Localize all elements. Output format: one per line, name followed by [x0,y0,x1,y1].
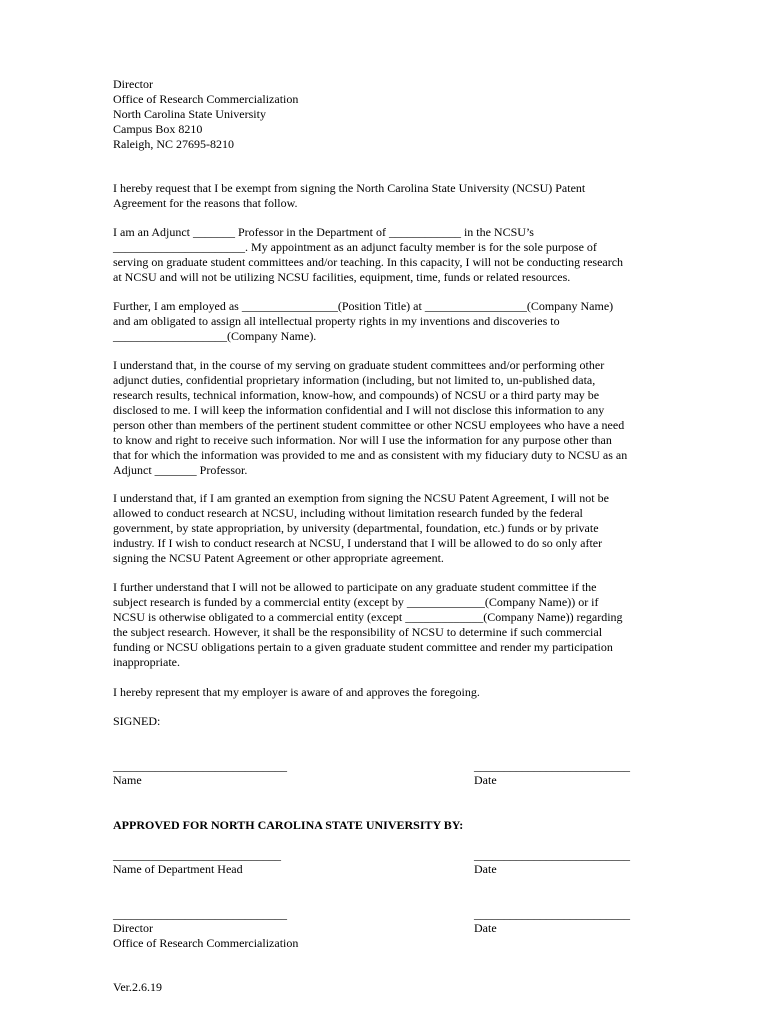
signed-label: SIGNED: [113,714,161,728]
paragraph-committee [113,580,658,670]
address-line: Campus Box 8210 [113,122,203,136]
address-line: Office of Research Commercialization [113,92,299,106]
department-head-signature-line: ____________________________ [113,848,281,862]
director-signature-line: _____________________________ [113,907,287,921]
text-line: industry. If I wish to conduct research at NCSU, I understand that I will be allowed to do so only after [113,536,603,550]
text-line: allowed to conduct research at NCSU, including without limitation research funded by the federal [113,506,583,520]
department-head-label: Name of Department Head [113,862,243,876]
recipient-address [113,77,298,152]
date-label: Date [474,773,497,787]
text-line: to know and right to receive such information. Nor will I use the information for any purpose other than [113,433,612,447]
text-line: I understand that, if I am granted an exemption from signing the NCSU Patent Agreement, I will not be [113,491,609,505]
date-signature-line: __________________________ [474,759,630,773]
name-signature-line: _____________________________ [113,759,287,773]
director-label: Director [113,921,153,935]
text-line: person other than members of the pertinent student committee or other NCSU employees who have a need [113,418,625,432]
text-line: at NCSU and will not be utilizing NCSU facilities, equipment, time, funds or related resources. [113,270,571,284]
text-line: government, by state appropriation, by university (departmental, foundation, etc.) funds or by private [113,521,599,535]
director-date-label: Date [474,921,497,935]
text-line: ___________________(Company Name). [113,329,317,343]
text-line: disclosed to me. I will keep the information confidential and I will not disclose this information to any [113,403,605,417]
text-line: signing the NCSU Patent Agreement or other appropriate agreement. [113,551,444,565]
address-line: Raleigh, NC 27695-8210 [113,137,234,151]
paragraph-represent: I hereby represent that my employer is aware of and approves the foregoing. [113,685,480,699]
name-label: Name [113,773,142,787]
text-line: subject research is funded by a commercial entity (except by _____________(Company Name)) or if [113,595,599,609]
address-line: North Carolina State University [113,107,266,121]
paragraph-employed [113,299,658,344]
department-head-date-label: Date [474,862,497,876]
text-line: that for which the information was provided to me and as consistent with my fiduciary duty to NCSU as an [113,448,628,462]
text-line: serving on graduate student committees and/or teaching. In this capacity, I will not be conducting research [113,255,624,269]
text-line: research results, technical information, know-how, and compounds) of NCSU or a third party may be [113,388,600,402]
text-line: I understand that, in the course of my serving on graduate student committees and/or performing other [113,358,605,372]
director-date-line: __________________________ [474,907,630,921]
text-line: Adjunct _______ Professor. [113,463,248,477]
director-office-label: Office of Research Commercialization [113,936,299,950]
paragraph-adjunct [113,225,658,285]
text-line: adjunct duties, confidential proprietary information (including, but not limited to, un-published data, [113,373,596,387]
text-line: Further, I am employed as ________________(Position Title) at _________________(Company Name) [113,299,614,313]
text-line: NCSU is otherwise obligated to a commercial entity (except _____________(Company Name)) regarding [113,610,623,624]
approval-heading: APPROVED FOR NORTH CAROLINA STATE UNIVERSITY BY: [113,818,464,832]
text-line: I am an Adjunct _______ Professor in the Department of ____________ in the NCSU’s [113,225,534,239]
text-line: I hereby request that I be exempt from signing the North Carolina State University (NCSU) Patent [113,181,586,195]
text-line: the subject research. However, it shall be the responsibility of NCSU to determine if such commercial [113,625,603,639]
text-line: ______________________. My appointment as an adjunct faculty member is for the sole purpose of [113,240,597,254]
department-head-date-line: __________________________ [474,848,630,862]
address-line: Director [113,77,153,91]
text-line: and am obligated to assign all intellectual property rights in my inventions and discoveries to [113,314,560,328]
paragraph-confidential [113,358,658,478]
text-line: funding or NCSU obligations pertain to a given graduate student committee and render my participation [113,640,613,654]
paragraph-exemption [113,491,658,566]
text-line: inappropriate. [113,655,180,669]
paragraph-request [113,181,658,211]
text-line: I further understand that I will not be allowed to participate on any graduate student committee if the [113,580,597,594]
version-label: Ver.2.6.19 [113,980,162,994]
text-line: Agreement for the reasons that follow. [113,196,298,210]
